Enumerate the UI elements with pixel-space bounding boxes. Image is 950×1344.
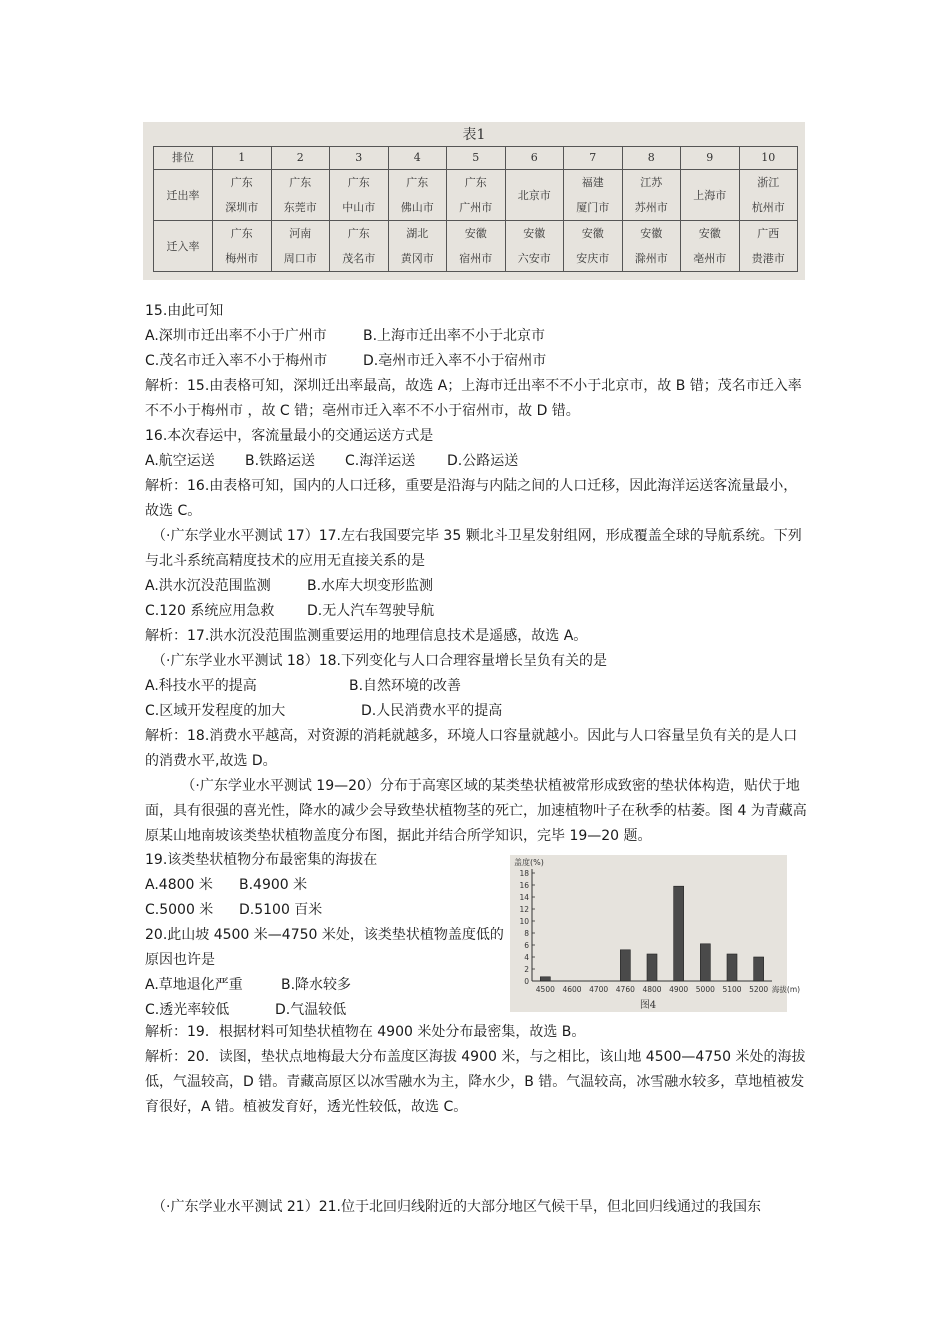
x-tick-label: 4760: [615, 985, 635, 994]
q17-analysis: 解析：17.洪水沉没范围监测重要运用的地理信息技术是遥感，故选 A。: [145, 628, 588, 644]
city: 梅州市: [225, 252, 259, 265]
q15-option-c: C.茂名市迁入率不小于梅州市: [145, 353, 328, 369]
q16-option-a: A.航空运送: [145, 453, 215, 469]
bar: [540, 977, 550, 981]
material-19-20: （·广东学业水平测试 19—20）分布于高寒区域的某类垫状植被常形成致密的垫状体构造，贴伏于地面，具有很强的喜光性，降水的减少会导致垫状植物茎的死亡，加速植物叶子在秋季的枯萎。图 4 为青藏高原某山地南坡该类垫状植物盖度分布图，据此并结合所学知识，完毕 19—20 题。: [145, 778, 807, 844]
province: 安徽: [523, 227, 546, 240]
in-cell: [564, 221, 623, 272]
province: 广东: [230, 176, 253, 189]
y-tick-label: 2: [524, 965, 529, 974]
chart-caption: 图4: [639, 1000, 657, 1011]
q18-options-cd: [145, 699, 810, 724]
analyses-19-20: [145, 1020, 810, 1120]
province: 安徽: [698, 227, 721, 240]
q19-options-cd: [145, 898, 505, 923]
table-row-out: [154, 170, 798, 221]
city: 茂名市: [342, 252, 376, 265]
province: 广东: [464, 176, 487, 189]
city: 亳州市: [693, 252, 727, 265]
q19-option-c: C.5000 米: [145, 902, 214, 918]
city: 苏州市: [634, 201, 668, 214]
out-cell: [622, 170, 681, 221]
y-tick-label: 12: [519, 905, 529, 914]
q19-analysis: 解析：19．根据材料可知垫状植物在 4900 米处分布最密集，故选 B。: [145, 1024, 586, 1040]
x-tick-label: 4700: [589, 985, 609, 994]
in-cell: [622, 221, 681, 272]
province: 安徽: [464, 227, 487, 240]
rank-cell: 8: [622, 147, 681, 170]
x-tick-label: 5000: [695, 985, 715, 994]
y-tick-label: 4: [524, 953, 529, 962]
in-cell: [388, 221, 447, 272]
city: 北京市: [517, 188, 551, 202]
y-tick-label: 8: [524, 929, 529, 938]
y-tick-label: 6: [524, 941, 529, 950]
city: 滁州市: [634, 252, 668, 265]
province: 广东: [347, 176, 370, 189]
table-title: 表1: [462, 127, 486, 143]
out-cell: [330, 170, 389, 221]
y-tick-label: 18: [519, 869, 529, 878]
q16-options: [145, 449, 810, 474]
q17-option-b: B.水库大坝变形监测: [307, 578, 434, 594]
city: 深圳市: [225, 201, 259, 214]
q16-option-b: B.铁路运送: [245, 453, 316, 469]
q15-analysis: 解析：15.由表格可知，深圳迁出率最高，故选 A；上海市迁出率不不小于北京市，故 B 错；茂名市迁入率不不小于梅州市 ，故 C 错；亳州市迁入率不不小于宿州市，故 D 错。: [145, 378, 802, 419]
province: 浙江: [757, 176, 780, 189]
rank-cell: 7: [564, 147, 623, 170]
q15-option-b: B.上海市迁出率不小于北京市: [363, 328, 546, 344]
city: 杭州市: [751, 201, 785, 214]
in-cell: [330, 221, 389, 272]
in-cell: [505, 221, 564, 272]
chart-bars: [540, 886, 763, 981]
table-row-rank: [154, 147, 798, 170]
province: 广东: [289, 176, 312, 189]
q19-options-ab: [145, 873, 505, 898]
out-cell: [213, 170, 272, 221]
row-header-out: 迁出率: [154, 170, 213, 221]
q18-option-d: D.人民消费水平的提高: [361, 703, 503, 719]
out-cell: [681, 170, 740, 221]
q15-options-ab: [145, 324, 810, 349]
q15-stem: 15.由此可知: [145, 303, 224, 319]
province: 湖北: [406, 227, 429, 240]
q17-options-cd: [145, 599, 810, 624]
city: 上海市: [693, 188, 727, 202]
q19-option-b: B.4900 米: [239, 877, 308, 893]
bar: [674, 886, 684, 981]
city: 安庆市: [576, 252, 610, 265]
out-cell: [447, 170, 506, 221]
table-1-image: [143, 122, 805, 280]
bar: [727, 954, 737, 981]
city: 贵港市: [751, 252, 785, 265]
x-tick-label: 4900: [669, 985, 689, 994]
figure-4-chart: [510, 855, 801, 1012]
province: 安徽: [581, 227, 604, 240]
city: 六安市: [517, 252, 551, 265]
out-cell: [388, 170, 447, 221]
city: 中山市: [342, 201, 376, 214]
out-cell: [271, 170, 330, 221]
rank-cell: 3: [330, 147, 389, 170]
q18-option-c: C.区域开发程度的加大: [145, 703, 286, 719]
q20-option-d: D.气温较低: [275, 1002, 347, 1018]
city: 佛山市: [400, 201, 434, 214]
q17-stem: （·广东学业水平测试 17）17.左右我国要完毕 35 颗北斗卫星发射组网，形成覆盖全球的导航系统。下列与北斗系统高精度技术的应用无直接关系的是: [145, 528, 802, 569]
q18-option-b: B.自然环境的改善: [349, 678, 462, 694]
in-cell: [213, 221, 272, 272]
q16-option-c: C.海洋运送: [345, 453, 416, 469]
x-tick-label: 4800: [642, 985, 662, 994]
q15-option-a: A.深圳市迁出率不小于广州市: [145, 328, 327, 344]
row-header-rank: 排位: [154, 147, 213, 170]
out-cell: [505, 170, 564, 221]
province: 广东: [347, 227, 370, 240]
rank-cell: 5: [447, 147, 506, 170]
q16-option-d: D.公路运送: [447, 453, 519, 469]
migration-rank-table: [153, 146, 798, 272]
bar: [700, 944, 710, 981]
coverage-bar-chart: [510, 855, 801, 1012]
q20-analysis: 解析：20．读图，垫状点地梅最大分布盖度区海拔 4900 米，与之相比，该山地 4500—4750 米处的海拔低，气温较高，D 错。青藏高原区以冰雪融水为主，降水少，B 错。气温较高，冰雪融水较多，草地植被发育很好，A 错。植被发育好，透光性较低，故选 C。: [145, 1049, 806, 1115]
questions-19-20: [145, 848, 505, 1023]
q17-option-a: A.洪水沉没范围监测: [145, 578, 271, 594]
rank-cell: 2: [271, 147, 330, 170]
city: 广州市: [459, 201, 493, 214]
q15-option-d: D.亳州市迁入率不小于宿州市: [363, 353, 547, 369]
province: 广东: [406, 176, 429, 189]
q21-stem-start: （·广东学业水平测试 21）21.位于北回归线附近的大部分地区气候干旱，但北回归线通过的我国东: [152, 1199, 761, 1215]
rank-cell: 6: [505, 147, 564, 170]
table-row-in: [154, 221, 798, 272]
chart-ylabel: 盖度(%): [514, 858, 544, 867]
province: 福建: [581, 176, 604, 189]
q20-stem: 20.此山坡 4500 米—4750 米处，该类垫状植物盖度低的原因也许是: [145, 927, 504, 968]
rank-cell: 4: [388, 147, 447, 170]
q20-option-b: B.降水较多: [281, 977, 352, 993]
q19-stem: 19.该类垫状植物分布最密集的海拔在: [145, 852, 378, 868]
city: 周口市: [283, 252, 317, 265]
province: 安徽: [640, 227, 663, 240]
bar: [754, 957, 764, 981]
y-tick-label: 0: [524, 977, 529, 986]
bar: [647, 954, 657, 981]
in-cell: [447, 221, 506, 272]
rank-cell: 9: [681, 147, 740, 170]
q15-options-cd: [145, 349, 810, 374]
q16-analysis: 解析：16.由表格可知，国内的人口迁移，重要是沿海与内陆之间的人口迁移，因此海洋运送客流量最小，故选 C。: [145, 478, 798, 519]
province: 河南: [289, 227, 312, 240]
q20-options-ab: [145, 973, 505, 998]
out-cell: [739, 170, 798, 221]
chart-xlabel: 海拔(m): [771, 985, 801, 994]
province: 广西: [757, 227, 780, 240]
in-cell: [271, 221, 330, 272]
x-tick-label: 4500: [535, 985, 555, 994]
city: 厦门市: [576, 201, 610, 214]
q19-option-a: A.4800 米: [145, 877, 213, 893]
y-tick-label: 14: [519, 893, 529, 902]
q19-option-d: D.5100 百米: [239, 902, 323, 918]
rank-cell: 1: [213, 147, 272, 170]
province: 广东: [230, 227, 253, 240]
q18-stem: （·广东学业水平测试 18）18.下列变化与人口合理容量增长呈负有关的是: [152, 653, 607, 669]
q18-analysis: 解析：18.消费水平越高，对资源的消耗就越多，环境人口容量就越小。因此与人口容量呈负有关的是人口的消费水平,故选 D。: [145, 728, 798, 769]
q16-stem: 16.本次春运中，客流量最小的交通运送方式是: [145, 428, 434, 444]
bar: [620, 950, 630, 981]
q17-option-d: D.无人汽车驾驶导航: [307, 603, 435, 619]
q21-partial: [145, 1195, 810, 1220]
y-tick-label: 16: [519, 881, 529, 890]
city: 黄冈市: [400, 252, 434, 265]
rank-cell: 10: [739, 147, 798, 170]
q18-options-ab: [145, 674, 810, 699]
x-tick-label: 5100: [722, 985, 742, 994]
q18-option-a: A.科技水平的提高: [145, 678, 257, 694]
province: 江苏: [640, 176, 663, 189]
x-tick-label: 5200: [749, 985, 769, 994]
q20-option-c: C.透光率较低: [145, 1002, 230, 1018]
y-tick-label: 10: [519, 917, 529, 926]
city: 宿州市: [459, 252, 493, 265]
in-cell: [739, 221, 798, 272]
q17-option-c: C.120 系统应用急救: [145, 603, 275, 619]
row-header-in: 迁入率: [154, 221, 213, 272]
q17-options-ab: [145, 574, 810, 599]
city: 东莞市: [283, 201, 317, 214]
out-cell: [564, 170, 623, 221]
q20-option-a: A.草地退化严重: [145, 977, 243, 993]
in-cell: [681, 221, 740, 272]
questions-15-18: [145, 299, 810, 849]
x-tick-label: 4600: [562, 985, 582, 994]
